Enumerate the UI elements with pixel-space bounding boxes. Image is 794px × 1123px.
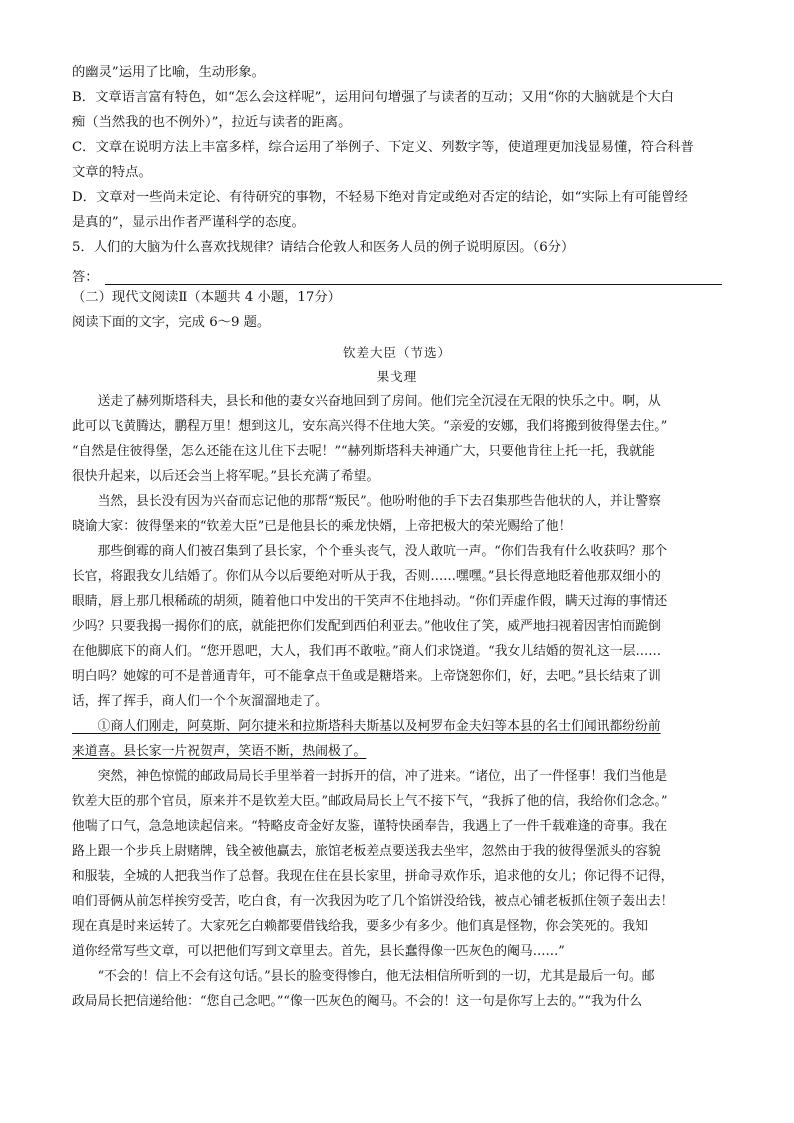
passage-line: 钦差大臣的那个官员，原来并不是钦差大臣。”邮政局局长上气不接下气，“我拆了他的信，我给你们念念。” [72,794,668,809]
passage-line: 他喘了口气，急急地读起信来。“特略皮奇金好友鉴，谨特快函奉告，我遇上了一件千载难逢的奇事。我在 [72,819,668,834]
passage-line: 长官，将跟我女儿结婚了。你们从今以后要绝对听从于我，否则……嘿嘿。”县长得意地眨着他那双细小的 [72,569,661,584]
option-c-line-1: C．文章在说明方法上丰富多样，综合运用了举例子、下定义、列数字等，使道理更加浅显易懂，符合科普 [72,140,694,155]
question-options-block [72,60,722,285]
passage-line: 政局局长把信递给他：“您自己念吧。”“像一匹灰色的阉马。不会的！这一句是你写上去的。”“我为什么 [72,994,643,1009]
section-instruction: 阅读下面的文字，完成 6～9 题。 [72,315,271,330]
answer-line[interactable] [105,267,722,285]
paragraph [72,764,722,964]
passage-line: 此可以飞黄腾达，鹏程万里！想到这儿，安东高兴得不住地大笑。“亲爱的安娜，我们将搬到彼得堡去住。” [72,419,668,434]
passage-line: 少吗？只要我揭一揭你们的底，就能把你们发配到西伯利亚去。”他收住了笑，威严地扫视着因害怕而跪倒 [72,619,661,634]
underlined-sentence: 来道喜。县长家一片祝贺声，笑语不断，热闹极了。 [72,744,367,759]
passage-line: 和服装，全城的人把我当作了总督。我现在住在县长家里，拼命寻欢作乐，追求他的女儿；你记得不记得， [72,869,674,884]
answer-label: 答： [72,270,99,285]
paragraph [72,539,722,714]
paragraph [72,389,722,489]
document-page [72,60,722,1014]
option-c-line-2: 文章的特点。 [72,165,152,180]
passage-line: 很快升起来，以后还会当上将军呢。”县长充满了希望。 [72,469,380,484]
passage-line: 明白吗？她嫁的可不是普通青年，可不能拿点干鱼或是糖塔来。上帝饶恕你们，好，去吧。”县长结束了训 [72,669,661,684]
passage-line: 那些倒霉的商人们被召集到了县长家，个个垂头丧气，没人敢吭一声。“你们告我有什么收获吗？那个 [72,544,668,559]
passage-body [72,389,722,1014]
text-line: 的幽灵”运用了比喻，生动形象。 [72,65,265,80]
passage-line: 道你经常写些文章，可以把他们写到文章里去。首先，县长蠢得像一匹灰色的阉马……” [72,944,565,959]
passage-line: 路上跟一个步兵上尉赌牌，钱全被他赢去，旅馆老板差点要送我去坐牢，忽然由于我的彼得堡派头的容貌 [72,844,661,859]
underlined-sentence: ①商人们刚走，阿莫斯、阿尔捷米和拉斯塔科夫斯基以及柯罗布金夫妇等本县的名士们闻讯都纷纷前 [72,719,661,734]
section-heading: （二）现代文阅读Ⅱ（本题共 4 小题，17分） [72,290,341,305]
question-5: 5．人们的大脑为什么喜欢找规律？请结合伦敦人和医务人员的例子说明原因。（6分） [72,240,575,255]
passage-line: 突然，神色惊慌的邮政局局长手里举着一封拆开的信，冲了进来。“诸位，出了一件怪事！我们当他是 [72,769,668,784]
option-d-line-2: 是真的”，显示出作者严谨科学的态度。 [72,215,305,230]
passage-line: “自然是住彼得堡，怎么还能在这儿住下去呢！”“赫列斯塔科夫神通广大，只要他肯往上托一托，我就能 [72,444,655,459]
passage-line: 晓谕大家：彼得堡来的“钦差大臣”已是他县长的乘龙快婿，上帝把极大的荣光赐给了他！ [72,519,572,534]
passage-line: 话，挥了挥手，商人们一个个灰溜溜地走了。 [72,694,328,709]
option-b-line-2: 痴（当然我的也不例外）”，拉近与读者的距离。 [72,115,352,130]
passage-line: 眼睛，唇上那几根稀疏的胡须，随着他口中发出的干笑声不住地抖动。“你们弄虚作假，瞒天过海的事情还 [72,594,668,609]
paragraph [72,489,722,539]
passage-title: 钦差大臣（节选） [342,345,451,360]
answer-row[interactable] [72,260,722,285]
passage-author: 果戈理 [376,369,418,384]
passage-line: “不会的！信上不会有这句话。”县长的脸变得惨白，他无法相信所听到的一切，尤其是最后一句。邮 [72,969,655,984]
passage-line [72,714,722,739]
paragraph [72,964,722,1014]
passage-line: 在他脚底下的商人们。“您开恩吧，大人，我们再不敢啦。”商人们求饶道。“我女儿结婚的贺礼这一层…… [72,644,662,659]
passage-line: 咱们哥俩从前怎样挨穷受苦，吃白食，有一次我因为吃了几个馅饼没给钱，被点心铺老板抓住领子轰出去！ [72,894,674,909]
option-d-line-1: D．文章对一些尚未定论、有待研究的事物，不轻易下绝对肯定或绝对否定的结论，如“实际上有可能曾经 [72,190,688,205]
option-b-line-1: B．文章语言富有特色，如“怎么会这样呢”，运用问句增强了与读者的互动；又用“你的大脑就是个大白 [72,90,674,105]
passage-line: 送走了赫列斯塔科夫，县长和他的妻女兴奋地回到了房间。他们完全沉浸在无限的快乐之中。啊，从 [72,394,661,409]
passage-line [72,739,722,764]
underlined-paragraph-1 [72,714,722,764]
passage-line: 当然，县长没有因为兴奋而忘记他的那帮“叛民”。他吩咐他的手下去召集那些告他状的人，并让警察 [72,494,661,509]
passage-line: 现在真是时来运转了。大家死乞白赖都要借钱给我，要多少有多少。他们真是怪物，你会笑死的。我知 [72,919,648,934]
